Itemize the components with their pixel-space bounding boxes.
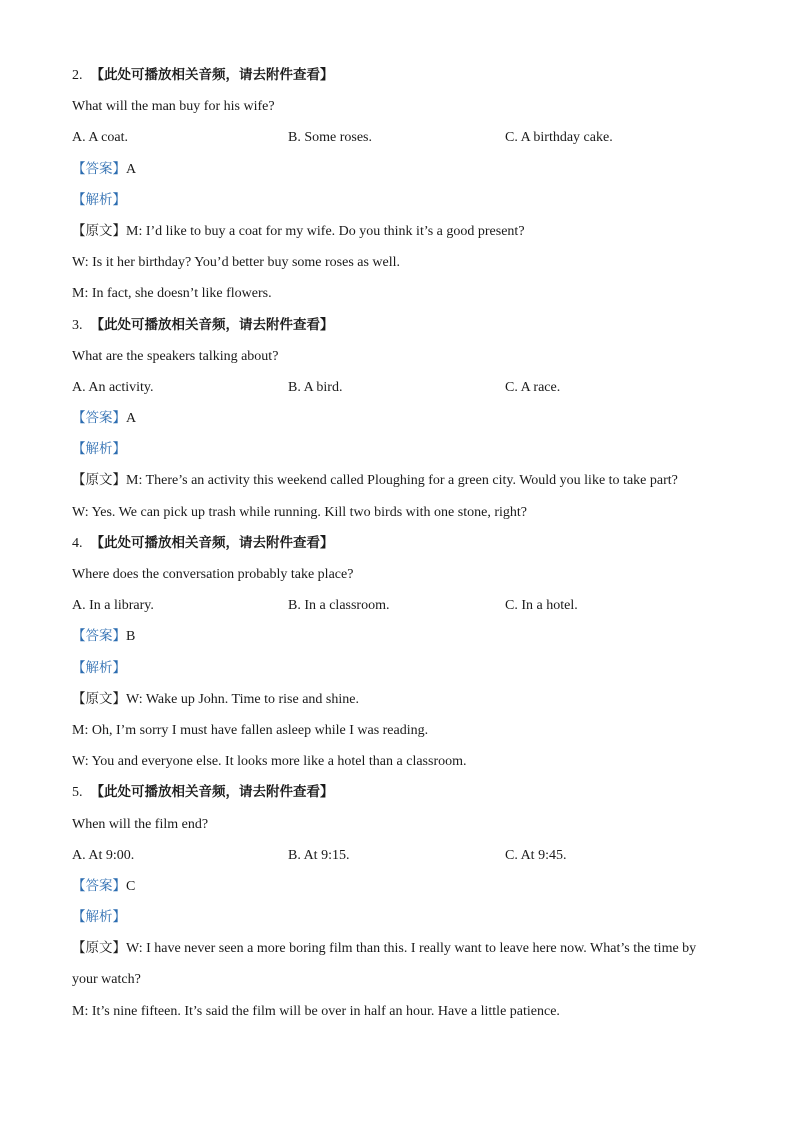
options-row	[72, 590, 722, 621]
answer-value: C	[126, 878, 136, 894]
answer-value: A	[126, 411, 137, 427]
answer-value: A	[126, 161, 137, 177]
option-a: A. At 9:00.	[72, 847, 135, 863]
audio-note: 【此处可播放相关音频，请去附件查看】	[90, 67, 334, 83]
answer-label: 【答案】	[72, 160, 126, 177]
option-b: B. At 9:15.	[288, 847, 350, 863]
answer-value: B	[126, 629, 136, 645]
transcript-label: 【原文】	[72, 690, 126, 707]
analysis-label: 【解析】	[72, 191, 126, 208]
transcript-line	[72, 216, 722, 247]
transcript-line	[72, 933, 722, 964]
analysis-label: 【解析】	[72, 909, 126, 926]
answer-line	[72, 403, 722, 434]
question-block	[72, 60, 722, 310]
options-row	[72, 122, 722, 153]
options-row	[72, 840, 722, 871]
question-number: 2.	[72, 68, 83, 83]
option-c: C. A birthday cake.	[505, 130, 613, 146]
analysis-label: 【解析】	[72, 659, 126, 676]
question-header	[72, 310, 722, 341]
transcript-line: M: Oh, I’m sorry I must have fallen asleep while I was reading.	[72, 722, 429, 738]
option-c: C. At 9:45.	[505, 847, 567, 863]
transcript-text: M: I’d like to buy a coat for my wife. Do you think it’s a good present?	[126, 223, 525, 239]
analysis-label: 【解析】	[72, 441, 126, 458]
transcript-line: M: It’s nine fifteen. It’s said the film will be over in half an hour. Have a little patience.	[72, 1003, 560, 1019]
analysis-line	[72, 653, 722, 684]
answer-line	[72, 871, 722, 902]
option-c: C. In a hotel.	[505, 598, 578, 614]
question-text: What are the speakers talking about?	[72, 348, 279, 364]
question-header	[72, 777, 722, 808]
audio-note: 【此处可播放相关音频，请去附件查看】	[90, 534, 334, 551]
transcript-line	[72, 465, 722, 496]
audio-note: 【此处可播放相关音频，请去附件查看】	[90, 784, 334, 801]
option-b: B. A bird.	[288, 379, 343, 395]
analysis-line	[72, 434, 722, 465]
transcript-text: W: Wake up John. Time to rise and shine.	[126, 691, 359, 707]
analysis-line	[72, 902, 722, 933]
option-b: B. In a classroom.	[288, 598, 390, 614]
question-number: 5.	[72, 785, 83, 801]
option-a: A. In a library.	[72, 598, 154, 614]
transcript-line	[72, 684, 722, 715]
question-text: When will the film end?	[72, 816, 209, 832]
transcript-line: W: Is it her birthday? You’d better buy some roses as well.	[72, 255, 401, 271]
transcript-line: your watch?	[72, 972, 141, 988]
question-number: 3.	[72, 317, 83, 333]
document-page	[72, 60, 722, 1027]
question-block	[72, 310, 722, 528]
question-block	[72, 777, 722, 1027]
question-header	[72, 528, 722, 559]
analysis-line	[72, 185, 722, 216]
transcript-text: M: There’s an activity this weekend called Ploughing for a green city. Would you like to take part?	[126, 473, 678, 489]
option-b: B. Some roses.	[288, 130, 372, 146]
answer-label: 【答案】	[72, 877, 126, 894]
options-row	[72, 372, 722, 403]
option-c: C. A race.	[505, 379, 561, 395]
answer-line	[72, 154, 722, 185]
transcript-line: W: You and everyone else. It looks more like a hotel than a classroom.	[72, 754, 467, 770]
question-text: What will the man buy for his wife?	[72, 99, 275, 115]
answer-label: 【答案】	[72, 628, 126, 645]
transcript-text: W: I have never seen a more boring film than this. I really want to leave here now. What’s the time by	[126, 941, 697, 957]
answer-line	[72, 621, 722, 652]
question-number: 4.	[72, 535, 83, 551]
transcript-label: 【原文】	[72, 940, 126, 957]
audio-note: 【此处可播放相关音频，请去附件查看】	[90, 316, 334, 333]
option-a: A. A coat.	[72, 130, 128, 146]
option-a: A. An activity.	[72, 379, 154, 395]
question-header	[72, 60, 722, 91]
transcript-label: 【原文】	[72, 222, 126, 239]
question-text: Where does the conversation probably take place?	[72, 567, 354, 582]
transcript-label: 【原文】	[72, 472, 126, 489]
transcript-line: M: In fact, she doesn’t like flowers.	[72, 286, 272, 302]
answer-label: 【答案】	[72, 410, 126, 427]
transcript-line: W: Yes. We can pick up trash while running. Kill two birds with one stone, right?	[72, 504, 527, 520]
question-block	[72, 528, 722, 778]
